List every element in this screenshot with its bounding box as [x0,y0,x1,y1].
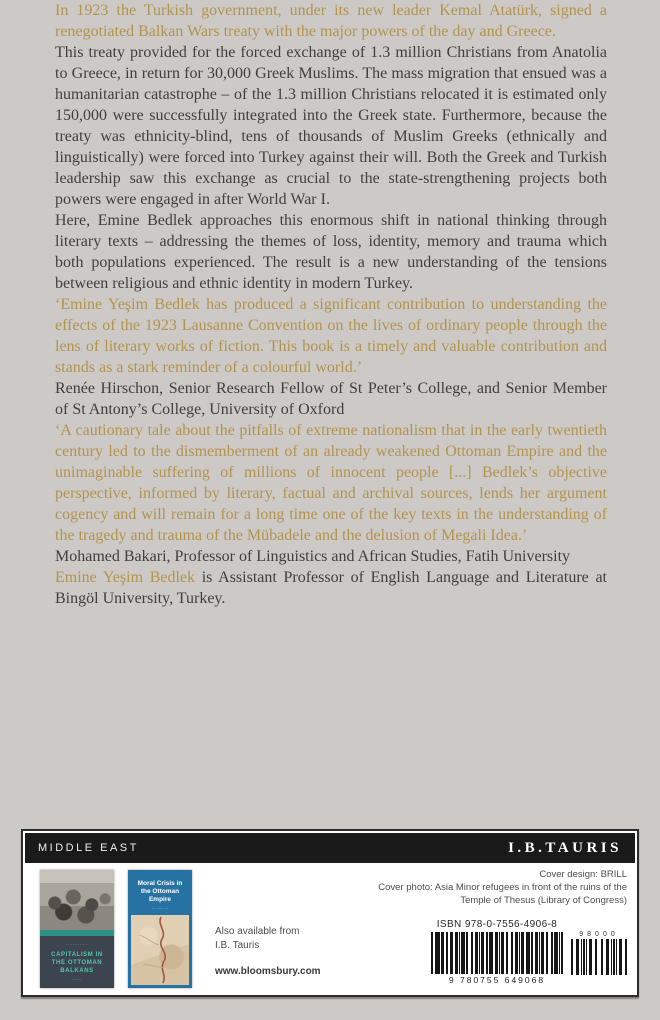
cover-design-credit: Cover design: BRILL [539,869,627,880]
thumbnail-title: Moral Crisis in the Ottoman Empire [137,880,183,903]
book-thumbnail-capitalism-ottoman-balkans [40,870,114,988]
footer-body [23,863,637,993]
barcode-main [431,919,563,985]
back-cover-text [55,0,607,609]
cover-photo-credit-line1: Cover photo: Asia Minor refugees in front of the ruins of the [378,882,627,893]
author-bio [55,567,607,609]
publisher-website: www.bloomsbury.com [215,966,321,977]
intro-paragraph: In 1923 the Turkish government, under its new leader Kemal Atatürk, signed a renegotiated Balkan Wars treaty with the major powers of the day and Greece. [55,2,607,40]
series-label: MIDDLE EAST [38,842,139,854]
author-bio-text: is Assistant Professor of English Language and Literature at Bingöl University, Turkey. [55,569,607,607]
thumbnail-subtitle: ········· [71,977,83,982]
barcode-addon-digits: 98000 [579,931,619,938]
thumbnail-map-image [131,915,189,985]
blurb-paragraph-2: Here, Emine Bedlek approaches this enormous shift in national thinking through literary texts – addressing the themes of loss, identity, memory and trauma which both populations experienced. The result is a new understanding of the tensions between religious and ethnic identity in modern Turkey. [55,212,607,292]
thumbnail-photo [40,870,114,930]
also-available-text [215,925,299,953]
cover-photo-credit-line2: Temple of Thesus (Library of Congress) [460,895,627,906]
cover-credits [378,868,627,907]
thumbnail-subtitle: ·············· [151,907,169,911]
review-attribution-2: Mohamed Bakari, Professor of Linguistics and African Studies, Fatih University [55,548,571,565]
thumbnail-authors: ············· [65,941,89,947]
barcode-addon-image [571,939,627,975]
footer-header-bar [25,833,635,863]
blurb-paragraph-1: This treaty provided for the forced exchange of 1.3 million Christians from Anatolia to Greece, in return for 30,000 Greek Muslims. The mass migration that ensued was a humanitarian catastrophe – of the 1.3 million Christians relocated it is estimated only 150,000 were successfully integrated into the Greek state. Furthermore, because the treaty was ethnicity-blind, tens of thousands of Muslim Greeks (ethnically and linguistically) were forced into Turkey against their will. Both the Greek and Turkish leadership saw this exchange as crucial to the state-strengthening projects both powers were engaged in after World War I. [55,44,607,208]
review-attribution-1: Renée Hirschon, Senior Research Fellow of St Peter’s College, and Senior Member of St Antony’s College, University of Oxford [55,380,607,418]
book-thumbnail-moral-crisis-ottoman-empire [128,870,192,988]
review-quote-1: ‘Emine Yeşim Bedlek has produced a significant contribution to understanding the effects of the 1923 Lausanne Convention on the lives of ordinary people through the lens of literary works of fiction. This book is a timely and valuable contribution and stands as a stark reminder of a colourful world.’ [55,296,607,376]
barcode-digits: 9 780755 649068 [448,975,546,985]
barcode-image [431,932,563,974]
author-name: Emine Yeşim Bedlek [55,569,196,586]
thumbnail-title: CAPITALISM IN THE OTTOMAN BALKANS [51,951,103,974]
isbn-label: ISBN 978-0-7556-4906-8 [436,919,558,930]
barcode-addon [571,931,627,975]
review-quote-2: ‘A cautionary tale about the pitfalls of extreme nationalism that in the early twentieth century led to the dismemberment of an already weakened Ottoman Empire and the unimaginable suffering of millions of innocent people [...] Bedlek’s objective perspective, informed by literary, factual and archival sources, lends her argument cogency and will remain for a long time one of the key texts in the understanding of the tragedy and trauma of the Mübadele and the delusion of Megali Idea.’ [55,422,607,544]
publisher-footer [21,829,639,997]
also-available-line1: Also available from [215,926,300,937]
thumbnail-title-panel [40,936,114,988]
barcode-area [431,919,627,985]
publisher-logo: I.B.TAURIS [508,839,622,856]
also-available-line2: I.B. Tauris [215,940,260,951]
